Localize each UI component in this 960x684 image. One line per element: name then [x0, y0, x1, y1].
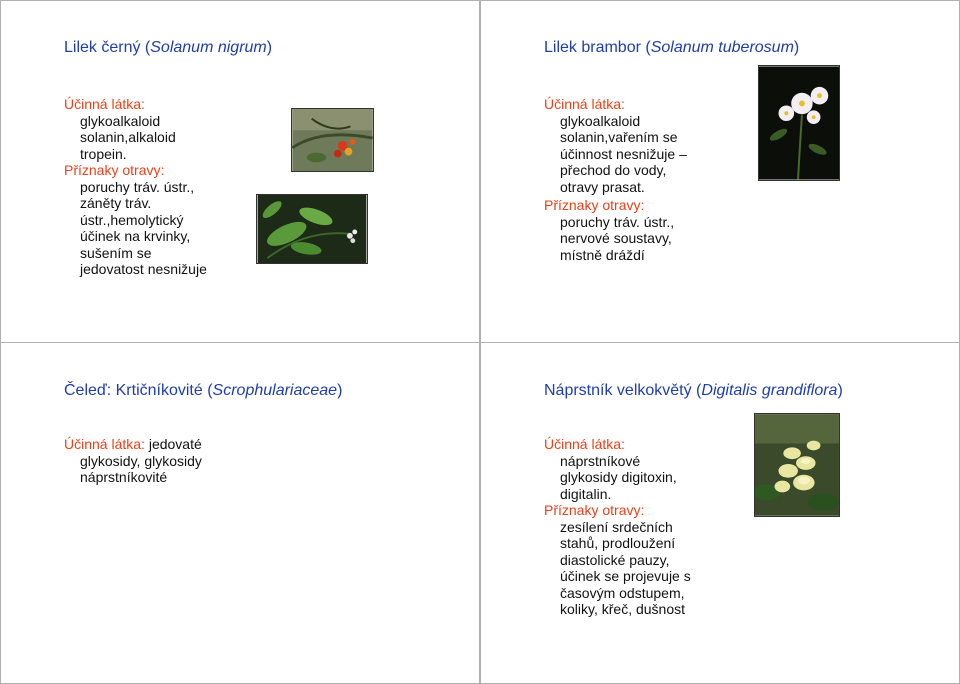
symptom-line: poruchy tráv. ústr., — [560, 213, 675, 230]
active-substance-label: Účinná látka: — [64, 436, 145, 452]
symptom-line: účinek na krvinky, — [80, 228, 191, 244]
active-line: otravy prasat. — [560, 178, 645, 195]
active-line: účinnost nesnižuje – — [560, 145, 687, 162]
active-line: glykosidy digitoxin, — [560, 469, 677, 485]
slide-body — [64, 436, 202, 486]
slide-scrophulariaceae — [0, 342, 480, 684]
slide-body — [544, 96, 687, 263]
slide-solanum-tuberosum — [480, 0, 960, 343]
slide-title: Čeleď: Krtičníkovité (Scrophulariaceae) — [64, 382, 343, 399]
digitalis-flowers-photo — [754, 413, 840, 517]
active-line: náprstníkovité — [80, 469, 168, 485]
symptom-line: ústr.,hemolytický — [80, 211, 184, 228]
active-line: solanin,alkaloid — [80, 129, 176, 145]
solanum-nigrum-berries-photo — [291, 108, 374, 172]
symptom-line: stahů, prodloužení — [560, 535, 676, 551]
slide-digitalis-grandiflora — [480, 342, 960, 684]
symptom-line: časovým odstupem, — [560, 584, 685, 601]
active-line: přechod do vody, — [560, 162, 667, 178]
active-substance-row — [64, 436, 202, 453]
active-line: digitalin. — [560, 485, 612, 502]
active-line: náprstníkové — [560, 452, 641, 469]
slide-solanum-nigrum — [0, 0, 480, 343]
slide-body — [64, 96, 207, 278]
active-line: glykosidy, glykosidy — [80, 452, 202, 469]
active-line: glykoalkaloid — [560, 112, 641, 129]
symptom-line: poruchy tráv. ústr., — [80, 178, 195, 195]
solanum-nigrum-leaves-photo — [256, 194, 368, 264]
symptom-line: nervové soustavy, — [560, 230, 672, 246]
slide-title: Lilek brambor (Solanum tuberosum) — [544, 39, 800, 56]
active-line: glykoalkaloid — [80, 112, 161, 129]
symptom-line: koliky, křeč, dušnost — [560, 601, 686, 617]
potato-flower-photo — [758, 65, 840, 181]
symptom-line: místně dráždí — [560, 246, 645, 263]
active-line: jedovaté — [144, 436, 202, 452]
symptoms-label: Příznaky otravy: — [64, 162, 165, 178]
symptom-line: diastolické pauzy, — [560, 551, 670, 568]
symptom-line: zesílení srdečních — [560, 518, 673, 535]
symptoms-label: Příznaky otravy: — [544, 197, 645, 213]
symptom-line: jedovatost nesnižuje — [80, 261, 207, 277]
active-line: solanin,vařením se — [560, 129, 678, 145]
symptoms-label: Příznaky otravy: — [544, 502, 645, 518]
active-substance-label: Účinná látka: — [64, 96, 145, 112]
slide-body — [544, 436, 691, 618]
active-substance-label: Účinná látka: — [544, 436, 625, 452]
slide-title: Lilek černý (Solanum nigrum) — [64, 39, 273, 56]
active-substance-label: Účinná látka: — [544, 96, 625, 112]
slide-title: Náprstník velkokvětý (Digitalis grandiflora) — [544, 382, 843, 399]
symptom-line: účinek se projevuje s — [560, 568, 691, 584]
symptom-line: záněty tráv. — [80, 195, 152, 211]
symptom-line: sušením se — [80, 244, 152, 261]
active-line: tropein. — [80, 145, 127, 162]
